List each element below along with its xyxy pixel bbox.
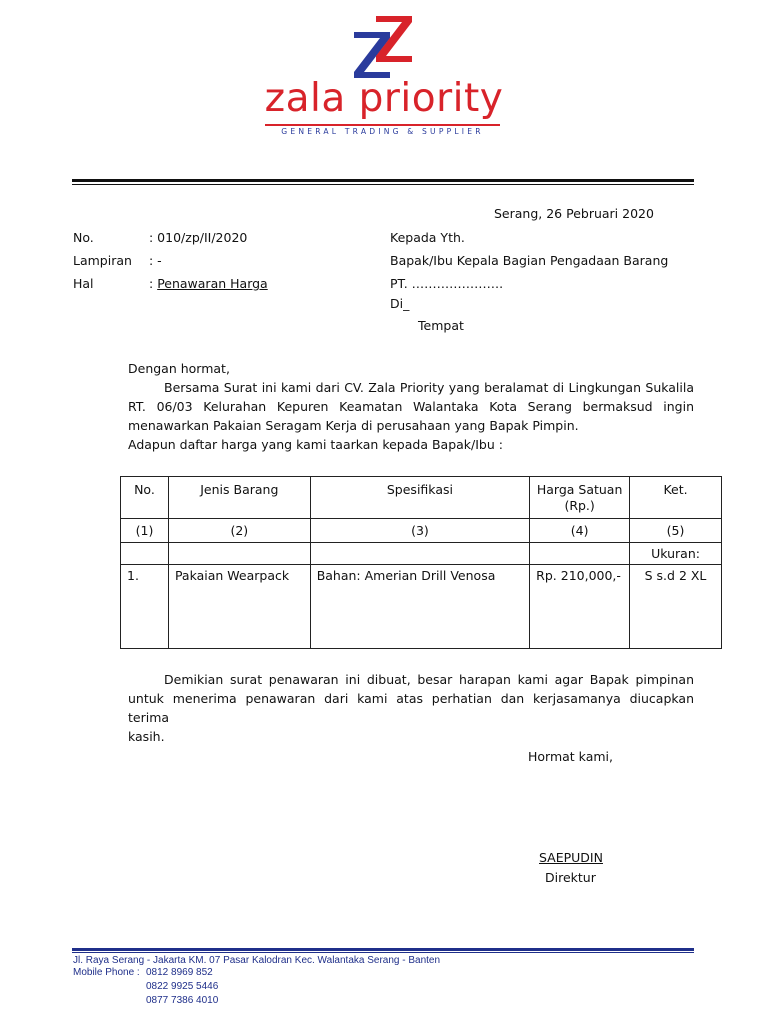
recipient-line-4: Di_ bbox=[390, 296, 410, 311]
hal-label: Hal bbox=[73, 276, 94, 291]
salutation: Dengan hormat, bbox=[128, 361, 230, 376]
no-label: No. bbox=[73, 230, 94, 245]
subject-text: Penawaran Harga bbox=[157, 276, 268, 291]
col-header-price: Harga Satuan (Rp.) bbox=[530, 477, 630, 519]
footer-phone-1: 0812 8969 852 bbox=[146, 967, 213, 978]
signer-title: Direktur bbox=[545, 870, 596, 885]
intro-paragraph bbox=[128, 378, 694, 454]
footer-phone-label: Mobile Phone : bbox=[73, 967, 140, 978]
footer-phone-3: 0877 7386 4010 bbox=[146, 995, 219, 1006]
lampiran-value: : - bbox=[149, 253, 162, 268]
zala-priority-logo-mark bbox=[340, 14, 430, 80]
footer-divider-thick bbox=[72, 948, 694, 951]
numbering-cell: (4) bbox=[530, 519, 630, 543]
row-spec: Bahan: Amerian Drill Venosa bbox=[310, 565, 529, 649]
price-table bbox=[120, 476, 722, 649]
row-no: 1. bbox=[121, 565, 169, 649]
intro-line-3: menawarkan Pakaian Seragam Kerja di perusahaan yang Bapak Pimpin. bbox=[128, 418, 579, 433]
table-row bbox=[121, 565, 722, 649]
footer-phone-2: 0822 9925 5446 bbox=[146, 981, 219, 992]
closing-paragraph bbox=[128, 670, 694, 746]
lampiran-label: Lampiran bbox=[73, 253, 132, 268]
closing-line-3: kasih. bbox=[128, 729, 165, 744]
hal-value: : Penawaran Harga bbox=[149, 276, 268, 291]
regards: Hormat kami, bbox=[528, 749, 613, 764]
letter-date: Serang, 26 Pebruari 2020 bbox=[494, 206, 654, 221]
header-divider-thick bbox=[72, 179, 694, 182]
closing-line-2: untuk menerima penawaran dari kami atas perhatian dan kerjasamanya diucapkan terima bbox=[128, 691, 694, 725]
numbering-cell: (5) bbox=[630, 519, 722, 543]
closing-line-1: Demikian surat penawaran ini dibuat, besar harapan kami agar Bapak pimpinan bbox=[164, 672, 694, 687]
col-header-no: No. bbox=[121, 477, 169, 519]
header-divider-thin bbox=[72, 184, 694, 185]
col-header-spec: Spesifikasi bbox=[310, 477, 529, 519]
table-header-row bbox=[121, 477, 722, 519]
recipient-line-2: Bapak/Ibu Kepala Bagian Pengadaan Barang bbox=[390, 253, 669, 268]
footer-address: Jl. Raya Serang - Jakarta KM. 07 Pasar Kalodran Kec. Walantaka Serang - Banten bbox=[73, 955, 441, 966]
numbering-cell: (3) bbox=[310, 519, 529, 543]
row-item: Pakaian Wearpack bbox=[168, 565, 310, 649]
no-value: : 010/zp/II/2020 bbox=[149, 230, 248, 245]
footer-divider-thin bbox=[72, 952, 694, 953]
recipient-line-1: Kepada Yth. bbox=[390, 230, 465, 245]
col-header-note: Ket. bbox=[630, 477, 722, 519]
brand-tagline: GENERAL TRADING & SUPPLIER bbox=[281, 127, 484, 136]
col-header-item: Jenis Barang bbox=[168, 477, 310, 519]
row-note: S s.d 2 XL bbox=[630, 565, 722, 649]
table-numbering-row bbox=[121, 519, 722, 543]
brand-name: zala priority bbox=[264, 76, 504, 121]
table-intro: Adapun daftar harga yang kami taarkan kepada Bapak/Ibu : bbox=[128, 437, 503, 452]
recipient-line-5: Tempat bbox=[418, 318, 464, 333]
table-subheader-row bbox=[121, 543, 722, 565]
intro-line-2: RT. 06/03 Kelurahan Kepuren Keamatan Walantaka Kota Serang bermaksud ingin bbox=[128, 399, 694, 414]
ukuran-label: Ukuran: bbox=[630, 543, 722, 565]
numbering-cell: (1) bbox=[121, 519, 169, 543]
signer-name: SAEPUDIN bbox=[539, 850, 603, 865]
row-price: Rp. 210,000,- bbox=[530, 565, 630, 649]
intro-line-1: Bersama Surat ini kami dari CV. Zala Priority yang beralamat di Lingkungan Sukalila bbox=[164, 380, 694, 395]
numbering-cell: (2) bbox=[168, 519, 310, 543]
recipient-line-3: PT. …………………. bbox=[390, 276, 504, 291]
